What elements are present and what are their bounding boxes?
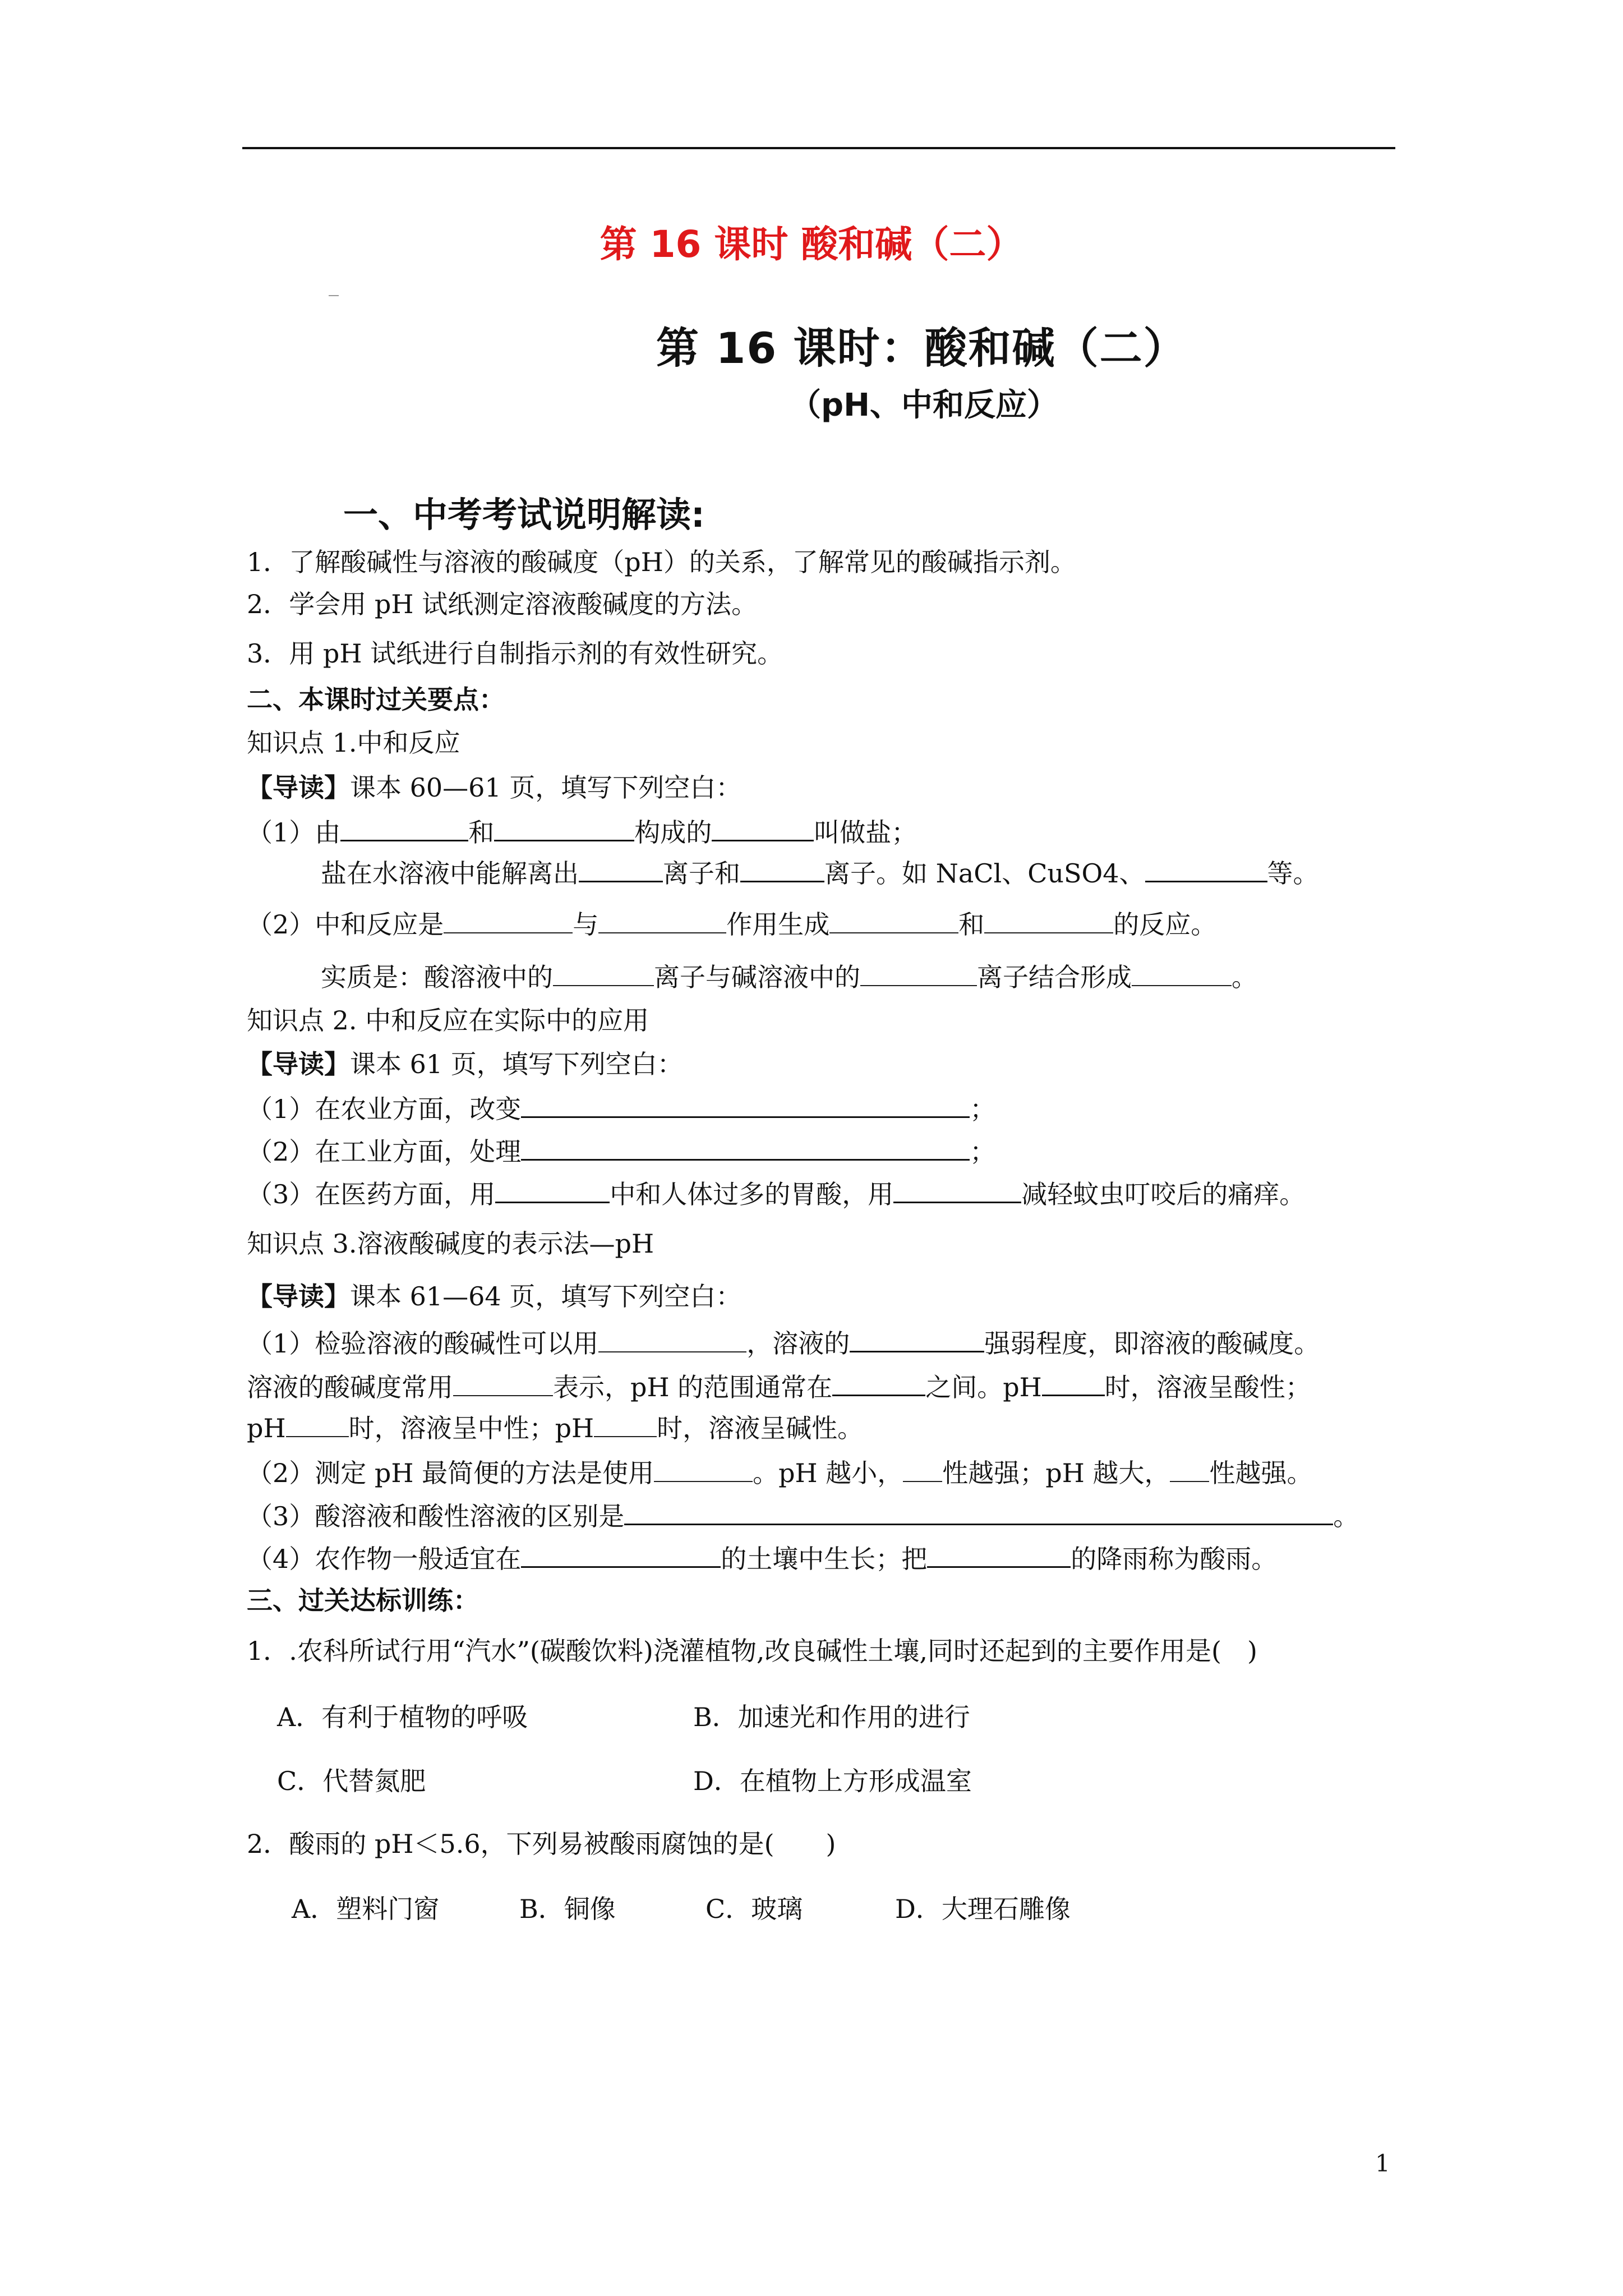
text: 盐在水溶液中能解离出 xyxy=(321,858,579,889)
q2-option-a[interactable]: A．塑料门窗 xyxy=(292,1894,440,1924)
kp2-guide xyxy=(247,1049,683,1080)
text: 离子结合形成 xyxy=(977,962,1132,992)
text: 之间。pH xyxy=(925,1372,1042,1402)
text: 强弱程度，即溶液的酸碱度。 xyxy=(984,1328,1320,1359)
kp3-line-1 xyxy=(247,1326,1320,1359)
text: 性越强。 xyxy=(1209,1458,1313,1488)
text: （2）在工业方面，处理 xyxy=(247,1137,522,1167)
question-2-stem: 2．酸雨的 pH＜5.6，下列易被酸雨腐蚀的是( ) xyxy=(247,1829,836,1859)
fill-blank[interactable] xyxy=(1145,856,1267,882)
kp1-line-4 xyxy=(321,960,1257,993)
section1-title: 一、中考考试说明解读: xyxy=(343,494,705,535)
text: （2）中和反应是 xyxy=(247,909,444,940)
text: （3）酸溶液和酸性溶液的区别是 xyxy=(247,1501,625,1531)
text: 时，溶液呈中性；pH xyxy=(348,1413,594,1443)
fill-blank[interactable] xyxy=(521,1542,721,1568)
guide-text: 课本 61 页，填写下列空白： xyxy=(350,1049,683,1079)
text: 与 xyxy=(573,909,599,940)
fill-blank[interactable] xyxy=(1132,960,1232,986)
text: 溶液的酸碱度常用 xyxy=(247,1372,453,1402)
image-subtitle: （pH、中和反应） xyxy=(790,387,1058,424)
text: （3）在医药方面，用 xyxy=(247,1179,496,1209)
text: 。 xyxy=(1333,1501,1359,1531)
fill-blank[interactable] xyxy=(444,908,573,933)
kp3-guide xyxy=(247,1281,741,1312)
question-1-stem: 1．.农科所试行用“汽水”(碳酸饮料)浇灌植物,改良碱性土壤,同时还起到的主要作用是( ) xyxy=(247,1636,1257,1666)
text: 作用生成 xyxy=(726,909,830,940)
q1-option-a[interactable]: A．有利于植物的呼吸 xyxy=(277,1702,528,1732)
header-rule xyxy=(242,147,1395,149)
kp1-line-1 xyxy=(247,815,917,848)
fill-blank[interactable] xyxy=(850,1326,984,1352)
kp2-title: 知识点 2. 中和反应在实际中的应用 xyxy=(247,1005,649,1036)
kp2-line-1 xyxy=(247,1092,995,1125)
q2-option-c[interactable]: C．玻璃 xyxy=(706,1894,803,1924)
fill-blank[interactable] xyxy=(712,815,814,841)
objective-3: 3．用 pH 试纸进行自制指示剂的有效性研究。 xyxy=(247,638,783,669)
fill-blank[interactable] xyxy=(286,1411,349,1437)
kp3-line-2 xyxy=(247,1370,1311,1403)
guide-text: 课本 60—61 页，填写下列空白： xyxy=(350,772,742,803)
text: 和 xyxy=(958,909,985,940)
text: ； xyxy=(970,1137,996,1167)
text: 离子与碱溶液中的 xyxy=(654,962,860,992)
section3-title: 三、过关达标训练： xyxy=(247,1585,479,1616)
fill-blank[interactable] xyxy=(494,815,634,841)
text: 离子。如 NaCl、CuSO4、 xyxy=(824,858,1145,889)
kp1-guide xyxy=(247,772,741,803)
fill-blank[interactable] xyxy=(579,856,663,882)
fill-blank[interactable] xyxy=(495,1177,610,1203)
guide-tag: 【导读】 xyxy=(247,1049,350,1079)
kp3-line-4 xyxy=(247,1456,1312,1489)
fill-blank[interactable] xyxy=(903,1456,942,1482)
section2-title: 二、本课时过关要点： xyxy=(247,684,505,715)
fill-blank[interactable] xyxy=(598,908,726,933)
text: 中和人体过多的胃酸，用 xyxy=(610,1179,894,1209)
text: （1）在农业方面，改变 xyxy=(247,1094,522,1124)
fill-blank[interactable] xyxy=(654,1456,753,1482)
fill-blank[interactable] xyxy=(860,960,977,986)
kp2-line-3 xyxy=(247,1177,1305,1210)
kp1-line-2 xyxy=(321,856,1319,889)
q1-option-c[interactable]: C．代替氮肥 xyxy=(277,1766,426,1796)
kp3-line-6 xyxy=(247,1542,1277,1575)
text: 性越强；pH 越大， xyxy=(942,1458,1170,1488)
fill-blank[interactable] xyxy=(740,856,824,882)
fill-blank[interactable] xyxy=(598,1327,746,1352)
text: ； xyxy=(970,1094,996,1124)
page-number: 1 xyxy=(1375,2150,1390,2177)
guide-tag: 【导读】 xyxy=(247,772,350,803)
q1-option-d[interactable]: D．在植物上方形成温室 xyxy=(693,1766,972,1796)
text: pH xyxy=(247,1413,286,1443)
text: 的降雨称为酸雨。 xyxy=(1071,1544,1278,1574)
text: 。 xyxy=(1232,962,1257,992)
text: 等。 xyxy=(1267,858,1319,889)
text: 离子和 xyxy=(663,858,740,889)
kp3-line-5 xyxy=(247,1499,1359,1532)
text: 构成的 xyxy=(634,817,712,848)
fill-blank[interactable] xyxy=(340,815,468,841)
kp1-title: 知识点 1.中和反应 xyxy=(247,728,460,758)
fill-blank[interactable] xyxy=(829,908,958,933)
text: 减轻蚊虫叮咬后的痛痒。 xyxy=(1021,1179,1306,1209)
text: 时，溶液呈酸性； xyxy=(1104,1372,1311,1402)
kp2-line-2 xyxy=(247,1134,995,1167)
text: 叫做盐； xyxy=(814,817,917,848)
text: ，溶液的 xyxy=(746,1328,850,1359)
text: 时，溶液呈碱性。 xyxy=(657,1413,864,1443)
q2-option-b[interactable]: B．铜像 xyxy=(519,1894,616,1924)
fill-blank[interactable] xyxy=(521,1134,970,1161)
q2-option-d[interactable]: D．大理石雕像 xyxy=(895,1894,1071,1924)
text: （1）由 xyxy=(247,817,341,848)
text: （4）农作物一般适宜在 xyxy=(247,1544,522,1574)
guide-text: 课本 61—64 页，填写下列空白： xyxy=(350,1281,742,1312)
fill-blank[interactable] xyxy=(453,1370,553,1396)
fill-blank[interactable] xyxy=(1170,1456,1209,1482)
objective-1: 1．了解酸碱性与溶液的酸碱度（pH）的关系，了解常见的酸碱指示剂。 xyxy=(247,547,1076,577)
fill-blank[interactable] xyxy=(594,1411,657,1437)
image-title: 第 16 课时：酸和碱（二） xyxy=(656,323,1187,373)
kp1-line-3 xyxy=(247,908,1216,940)
kp3-title: 知识点 3.溶液酸碱度的表示法—pH xyxy=(247,1228,654,1259)
text: 和 xyxy=(468,817,495,848)
guide-tag: 【导读】 xyxy=(247,1281,350,1312)
fill-blank[interactable] xyxy=(984,908,1113,933)
text: （1）检验溶液的酸碱性可以用 xyxy=(247,1328,599,1359)
text: 的土壤中生长；把 xyxy=(721,1544,928,1574)
fill-blank[interactable] xyxy=(832,1370,925,1396)
page-title: 第 16 课时 酸和碱（二） xyxy=(600,223,1023,266)
text: 的反应。 xyxy=(1113,909,1217,940)
text: 实质是：酸溶液中的 xyxy=(321,962,553,992)
fill-blank[interactable] xyxy=(893,1177,1021,1203)
fill-blank[interactable] xyxy=(553,960,654,986)
fill-blank[interactable] xyxy=(927,1542,1071,1568)
q1-option-b[interactable]: B．加速光和作用的进行 xyxy=(693,1702,970,1732)
fill-blank[interactable] xyxy=(624,1499,1333,1525)
fill-blank[interactable] xyxy=(1042,1370,1105,1396)
scan-mark xyxy=(329,295,339,296)
text: （2）测定 pH 最简便的方法是使用 xyxy=(247,1458,654,1488)
text: 。pH 越小， xyxy=(753,1458,903,1488)
kp3-line-3 xyxy=(247,1411,863,1444)
fill-blank[interactable] xyxy=(521,1092,970,1118)
objective-2: 2．学会用 pH 试纸测定溶液酸碱度的方法。 xyxy=(247,589,758,619)
text: 表示，pH 的范围通常在 xyxy=(553,1372,833,1402)
